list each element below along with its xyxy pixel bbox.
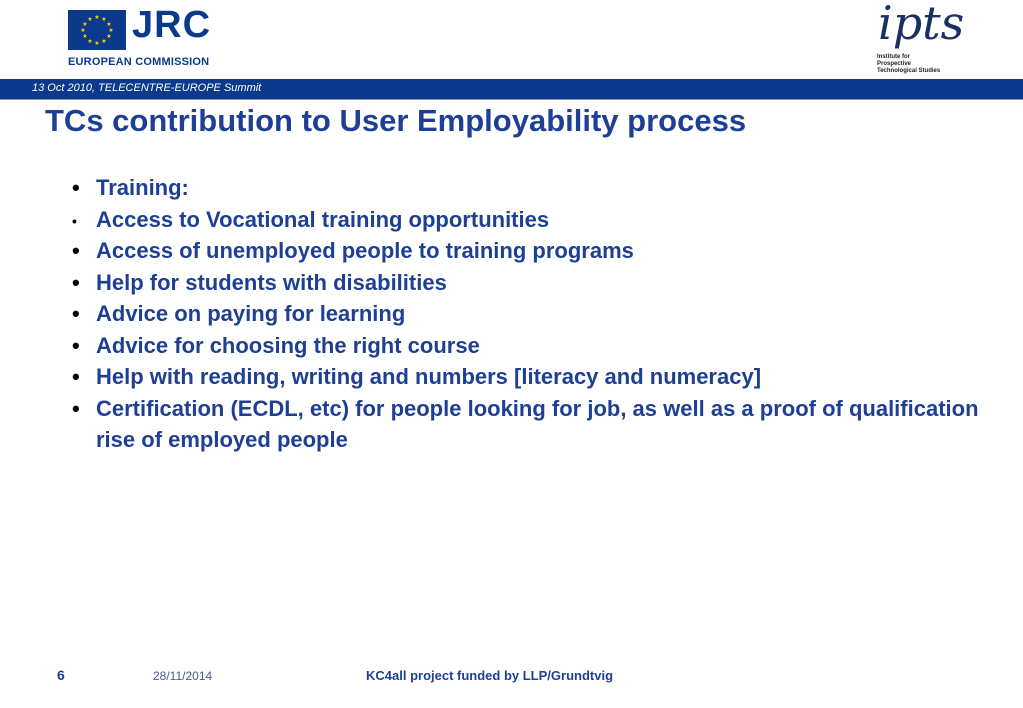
bullet-icon: • <box>72 301 80 326</box>
bullet-icon: • <box>72 269 80 295</box>
ipts-caption-line: Prospective <box>877 61 912 67</box>
bullet-text: Advice for choosing the right course <box>96 332 480 358</box>
bullet-item <box>60 393 1000 456</box>
footer-funding-note: KC4all project funded by LLP/Grundtvig <box>366 668 614 683</box>
bullet-text: Training: <box>96 175 189 200</box>
svg-text:★: ★ <box>94 14 100 21</box>
page-number: 6 <box>57 667 65 683</box>
bullet-list <box>60 172 1000 456</box>
bullet-icon: • <box>72 212 77 229</box>
bullet-icon: • <box>72 238 80 263</box>
header-band-divider <box>0 99 1023 100</box>
svg-text:★: ★ <box>82 21 88 28</box>
jrc-logo <box>68 4 218 68</box>
bullet-icon: • <box>72 332 80 358</box>
bullet-icon: • <box>72 364 80 389</box>
svg-text:★: ★ <box>101 38 107 45</box>
ipts-caption-line: Technological Studies <box>877 68 941 74</box>
ipts-logo <box>872 0 972 76</box>
bullet-text: Advice on paying for learning <box>96 301 406 326</box>
bullet-item <box>60 298 1000 330</box>
bullet-text: Access to Vocational training opportunities <box>96 206 550 232</box>
bullet-item <box>60 204 1000 236</box>
jrc-logo-text: JRC <box>132 4 212 46</box>
ipts-caption-line: Institute for <box>877 54 910 60</box>
bullet-item <box>60 330 1000 362</box>
bullet-text: Help with reading, writing and numbers [literacy and numeracy] <box>96 364 762 389</box>
svg-text:★: ★ <box>87 16 93 23</box>
bullet-item <box>60 172 1000 204</box>
svg-text:★: ★ <box>101 16 107 23</box>
event-label: 13 Oct 2010, TELECENTRE-EUROPE Summit <box>32 82 262 94</box>
svg-text:★: ★ <box>87 38 93 45</box>
svg-text:★: ★ <box>94 40 100 47</box>
bullet-text: Help for students with disabilities <box>96 269 447 295</box>
footer-date: 28/11/2014 <box>153 669 213 683</box>
bullet-text: Certification (ECDL, etc) for people looking for job, as well as a proof of qualification rise of employed people <box>96 395 979 452</box>
european-commission-text: EUROPEAN COMMISSION <box>68 56 210 68</box>
eu-flag-icon <box>68 10 126 50</box>
svg-text:★: ★ <box>108 27 114 34</box>
bullet-item <box>60 267 1000 299</box>
bullet-item <box>60 235 1000 267</box>
bullet-item <box>60 361 1000 393</box>
svg-text:★: ★ <box>80 27 86 34</box>
bullet-icon: • <box>72 395 80 421</box>
svg-text:★: ★ <box>106 21 112 28</box>
slide-title: TCs contribution to User Employability process <box>45 103 747 138</box>
bullet-text: Access of unemployed people to training programs <box>96 238 634 263</box>
svg-text:★: ★ <box>106 33 112 40</box>
bullet-icon: • <box>72 175 80 200</box>
ipts-logo-mark: ipts <box>878 0 965 50</box>
svg-text:★: ★ <box>82 33 88 40</box>
